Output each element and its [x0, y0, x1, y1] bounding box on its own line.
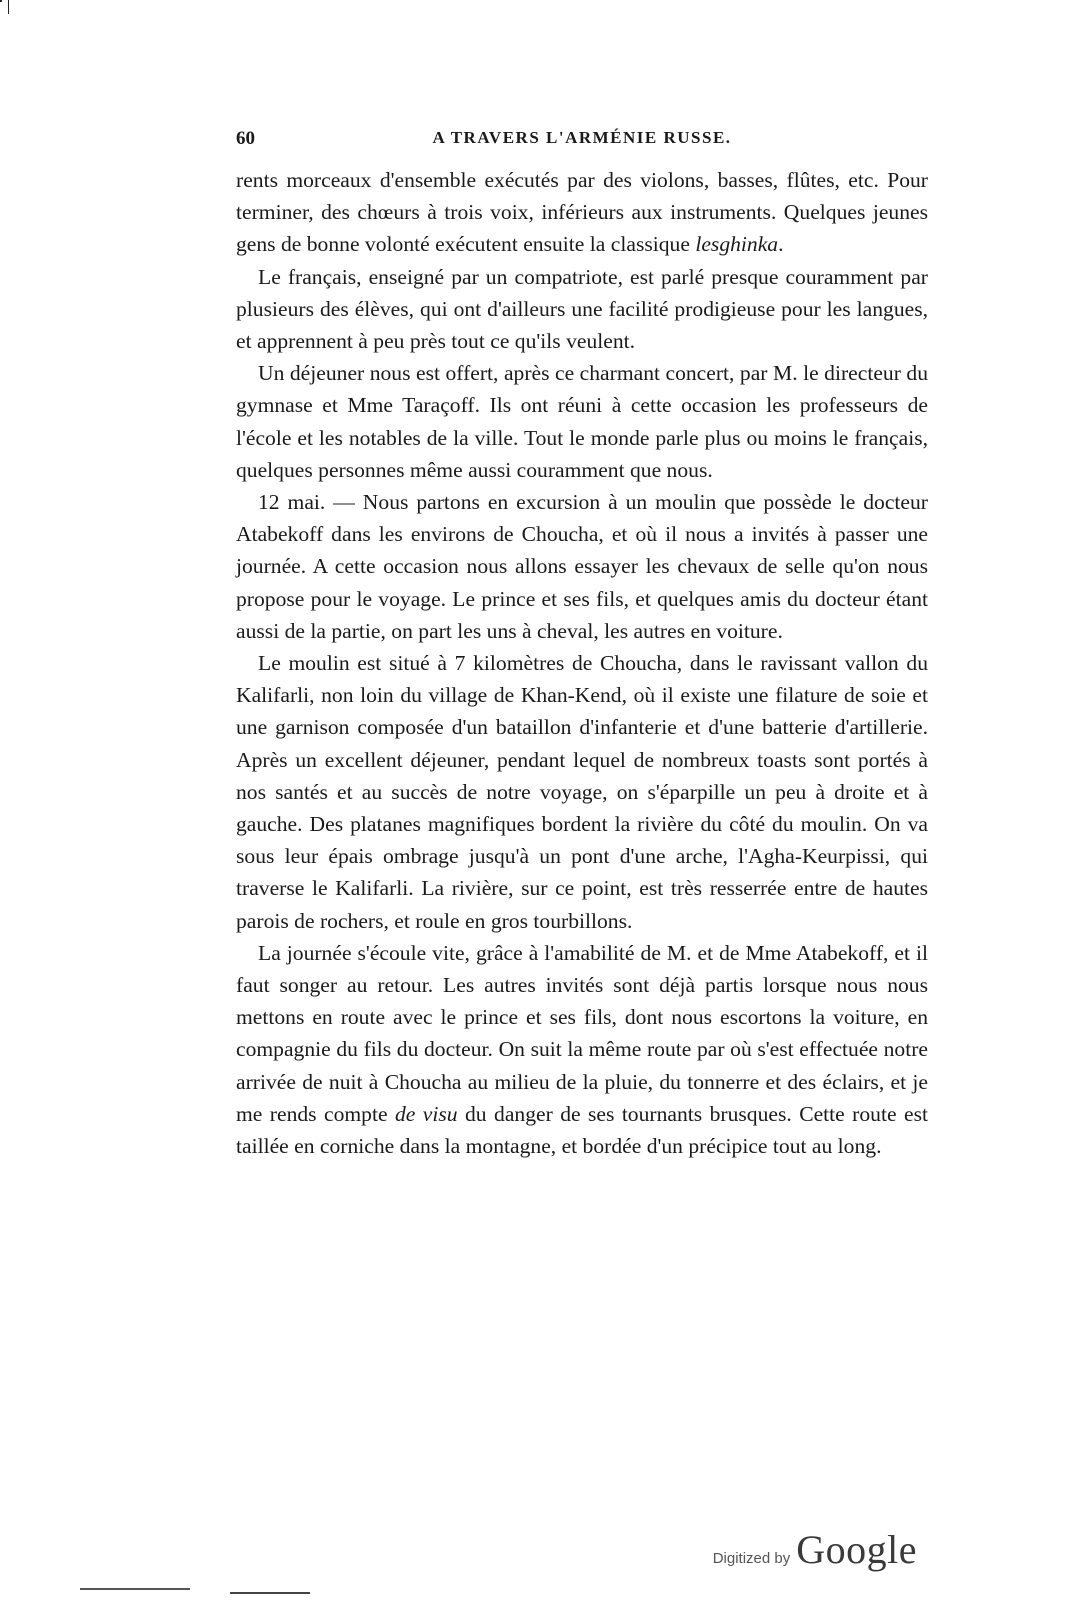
paragraph-text: du danger de ses tournants brusques. Cette route est taillée en corniche dans la montagne, et bordée d'un précipice tout au long.	[236, 1101, 928, 1159]
paragraph-text: Le français, enseigné par un compatriote, est parlé presque couramment par plusieurs des élèves, qui ont d'ailleurs une facilité prodigieuse pour les langues, et apprennent à peu près tout ce qu'ils veulent.	[236, 264, 928, 354]
body-text	[236, 164, 928, 1162]
paragraph-text: Un déjeuner nous est offert, après ce charmant concert, par M. le directeur du gymnase et Mme Taraçoff. Ils ont réuni à cette occasion les professeurs de l'école et les notables de la ville. Tout le monde parle plus ou moins le français, quelques personnes même aussi couramment que nous.	[236, 361, 928, 482]
paragraph	[236, 486, 928, 647]
digitization-watermark	[713, 1526, 917, 1573]
paragraph-text: rents morceaux d'ensemble exécutés par des violons, basses, flûtes, etc. Pour terminer, des chœurs à trois voix, inférieurs aux instruments. Quelques jeunes gens de bonne volonté exécutent ensuite la classique	[236, 168, 928, 257]
paragraph-text: La journée s'écoule vite, grâce à l'amabilité de M. et de Mme Atabekoff, et il faut songer au retour. Les autres invités sont déjà partis lorsque nous nous mettons en route avec le prince et ses fils, dont nous escortons la voiture, en compagnie du fils du docteur. On suit la même route par où s'est effectuée notre arrivée de nuit à Choucha au milieu de la pluie, du tonnerre et des éclairs, et je me rends compte	[236, 940, 928, 1126]
italic-text: lesghinka	[695, 232, 779, 257]
watermark-logo: Google	[796, 1527, 917, 1572]
page-number: 60	[236, 128, 255, 149]
paragraph	[236, 261, 928, 358]
scan-edge-mark	[8, 0, 9, 14]
paragraph	[236, 937, 928, 1162]
running-title: A TRAVERS L'ARMÉNIE RUSSE.	[432, 128, 732, 147]
paragraph-text: Le moulin est situé à 7 kilomètres de Choucha, dans le ravissant vallon du Kalifarli, non loin du village de Khan-Kend, où il existe une filature de soie et une garnison composée d'un bataillon d'infanterie et d'une batterie d'artillerie. Après un excellent déjeuner, pendant lequel de nombreux toasts sont portés à nos santés et au succès de notre voyage, on s'éparpille un peu à droite et à gauche. Des platanes magnifiques bordent la rivière du côté du moulin. On va sous leur épais ombrage jusqu'à un pont d'une arche, l'Agha-Keurpissi, qui traverse le Kalifarli. La rivière, sur ce point, est très resserrée entre de hautes parois de rochers, et roule en gros tourbillons.	[236, 651, 928, 933]
watermark-prefix: Digitized by	[712, 1550, 791, 1567]
scan-edge-mark	[230, 1592, 310, 1594]
paragraph-text: .	[778, 232, 784, 257]
paragraph	[236, 164, 928, 261]
paragraph	[236, 357, 928, 486]
scan-edge-mark	[80, 1588, 190, 1590]
paragraph	[236, 647, 928, 937]
scan-edge-mark	[0, 0, 2, 2]
paragraph-text: 12 mai. — Nous partons en excursion à un moulin que possède le docteur Atabekoff dans les environs de Choucha, et où il nous a invités à passer une journée. A cette occasion nous allons essayer les chevaux de selle qu'on nous propose pour le voyage. Le prince et ses fils, et quelques amis du docteur étant aussi de la partie, on part les uns à cheval, les autres en voiture.	[236, 490, 928, 643]
running-header	[236, 128, 928, 156]
italic-text: de visu	[394, 1101, 458, 1126]
